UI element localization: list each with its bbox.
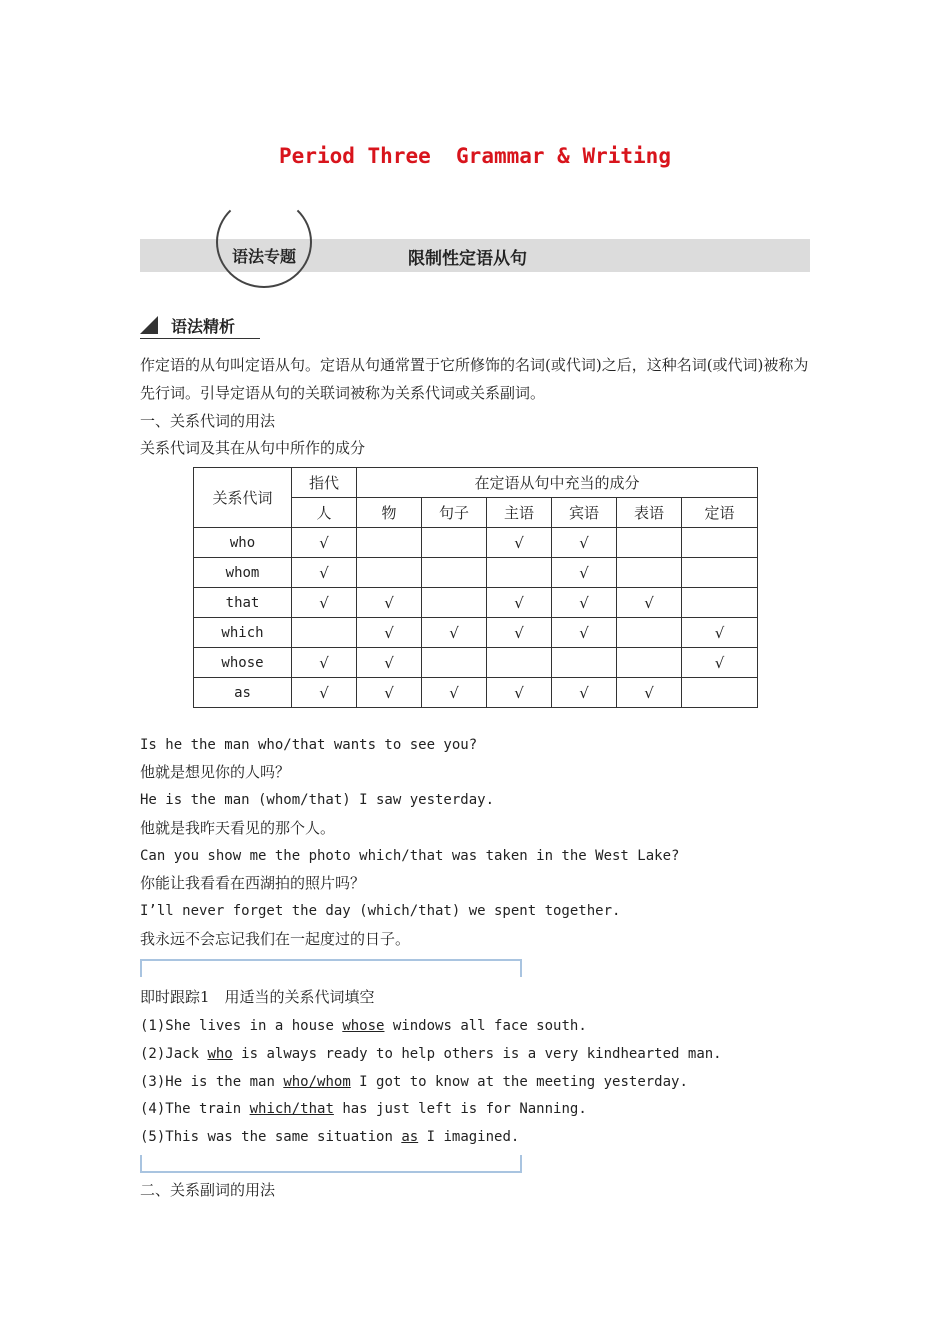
mark-cell: √: [552, 618, 617, 648]
subheader-cell: 主语: [487, 498, 552, 528]
mark-cell: √: [617, 678, 682, 708]
mark-cell: √: [487, 588, 552, 618]
item-answer: which/that: [249, 1101, 334, 1117]
mark-cell: √: [292, 648, 357, 678]
example-zh: 我永远不会忘记我们在一起度过的日子。: [140, 930, 411, 948]
mark-cell: √: [357, 678, 422, 708]
mark-cell: [617, 648, 682, 678]
item-text-pre: He is the man: [165, 1074, 284, 1090]
mark-cell: √: [357, 648, 422, 678]
exercise-item: [140, 1099, 587, 1119]
subheader-cell: 句子: [422, 498, 487, 528]
section-heading: [140, 314, 260, 339]
mark-cell: √: [552, 528, 617, 558]
mark-cell: [617, 618, 682, 648]
table-row: [194, 648, 758, 678]
banner-title: 限制性定语从句: [408, 249, 527, 269]
item-number: (1): [140, 1018, 166, 1034]
table-row: [194, 678, 758, 708]
mark-cell: [357, 528, 422, 558]
exercise-box-bottom: [140, 1155, 522, 1173]
mark-cell: [617, 528, 682, 558]
example-zh: 他就是我昨天看见的那个人。: [140, 819, 336, 837]
section-heading-text: 语法精析: [171, 317, 236, 336]
mark-cell: √: [422, 678, 487, 708]
mark-cell: [682, 678, 758, 708]
pronoun-cell: whose: [194, 648, 292, 678]
pronoun-cell: which: [194, 618, 292, 648]
relative-pronoun-table: [193, 467, 758, 708]
mark-cell: [682, 558, 758, 588]
item-number: (2): [140, 1046, 166, 1062]
example-zh: 你能让我看看在西湖拍的照片吗？: [140, 874, 366, 892]
example-en: Is he the man who/that wants to see you?: [140, 737, 478, 753]
mark-cell: √: [292, 678, 357, 708]
item-text-post: windows all face south.: [384, 1018, 587, 1034]
banner-label: 语法专题: [231, 247, 296, 266]
subheader-cell: 物: [357, 498, 422, 528]
mark-cell: √: [552, 678, 617, 708]
subheader-cell: 宾语: [552, 498, 617, 528]
mark-cell: √: [617, 588, 682, 618]
mark-cell: [422, 648, 487, 678]
item-text-pre: She lives in a house: [165, 1018, 343, 1034]
mark-cell: √: [487, 678, 552, 708]
item-number: (3): [140, 1074, 166, 1090]
item-number: (5): [140, 1129, 166, 1145]
mark-cell: √: [422, 618, 487, 648]
mark-cell: [552, 648, 617, 678]
part2-heading: 二、关系副词的用法: [140, 1181, 276, 1199]
mark-cell: [422, 588, 487, 618]
mark-cell: √: [357, 588, 422, 618]
exercise-item: [140, 1016, 587, 1036]
subheader-cell: 人: [292, 498, 357, 528]
table-row: [194, 528, 758, 558]
mark-cell: [682, 588, 758, 618]
header-refer: 指代: [292, 468, 357, 498]
banner-badge-circle: [216, 196, 312, 288]
exercise-item: [140, 1072, 688, 1092]
item-text-post: is always ready to help others is a very kindhearted man.: [232, 1046, 722, 1062]
mark-cell: √: [292, 558, 357, 588]
item-text-post: I imagined.: [418, 1129, 520, 1145]
header-pronoun: 关系代词: [194, 468, 292, 528]
item-answer: as: [401, 1129, 419, 1145]
mark-cell: [487, 648, 552, 678]
item-text-post: I got to know at the meeting yesterday.: [350, 1074, 688, 1090]
item-answer: who/whom: [283, 1074, 351, 1090]
table-row: [194, 588, 758, 618]
mark-cell: √: [487, 618, 552, 648]
part1-heading: 一、关系代词的用法: [140, 412, 276, 430]
pronoun-cell: whom: [194, 558, 292, 588]
subheader-cell: 表语: [617, 498, 682, 528]
exercise-box-top: [140, 959, 522, 977]
mark-cell: [357, 558, 422, 588]
pronoun-cell: that: [194, 588, 292, 618]
mark-cell: [487, 558, 552, 588]
subheader-cell: 定语: [682, 498, 758, 528]
item-answer: whose: [342, 1018, 385, 1034]
intro-paragraph: 作定语的从句叫定语从句。定语从句通常置于它所修饰的名词(或代词)之后，这种名词(或代词)被称为先行词。引导定语从句的关联词被称为关系代词或关系副词。: [140, 356, 809, 402]
example-en: Can you show me the photo which/that was taken in the West Lake?: [140, 848, 680, 864]
table-row: [194, 558, 758, 588]
example-zh: 他就是想见你的人吗？: [140, 763, 291, 781]
mark-cell: [682, 528, 758, 558]
example-en: He is the man (whom/that) I saw yesterday.: [140, 792, 495, 808]
mark-cell: √: [357, 618, 422, 648]
mark-cell: √: [682, 618, 758, 648]
mark-cell: [292, 618, 357, 648]
table-row: [194, 618, 758, 648]
triangle-icon: [140, 316, 158, 334]
item-text-post: has just left is for Nanning.: [333, 1101, 587, 1117]
exercise-item: [140, 1044, 722, 1064]
header-role: 在定语从句中充当的成分: [357, 468, 758, 498]
exercise-heading: 即时跟踪1 用适当的关系代词填空: [140, 988, 375, 1006]
mark-cell: √: [292, 588, 357, 618]
mark-cell: √: [292, 528, 357, 558]
pronoun-cell: who: [194, 528, 292, 558]
item-text-pre: The train: [165, 1101, 250, 1117]
part1-subheading: 关系代词及其在从句中所作的成分: [140, 439, 366, 457]
item-answer: who: [207, 1046, 233, 1062]
mark-cell: [617, 558, 682, 588]
mark-cell: [422, 528, 487, 558]
mark-cell: [422, 558, 487, 588]
item-number: (4): [140, 1101, 166, 1117]
exercise-item: [140, 1127, 519, 1147]
item-text-pre: Jack: [165, 1046, 208, 1062]
mark-cell: √: [552, 588, 617, 618]
item-text-pre: This was the same situation: [165, 1129, 402, 1145]
mark-cell: √: [682, 648, 758, 678]
pronoun-cell: as: [194, 678, 292, 708]
example-en: I’ll never forget the day (which/that) we spent together.: [140, 903, 621, 919]
mark-cell: √: [487, 528, 552, 558]
mark-cell: √: [552, 558, 617, 588]
page-title: Period Three Grammar & Writing: [279, 144, 671, 168]
